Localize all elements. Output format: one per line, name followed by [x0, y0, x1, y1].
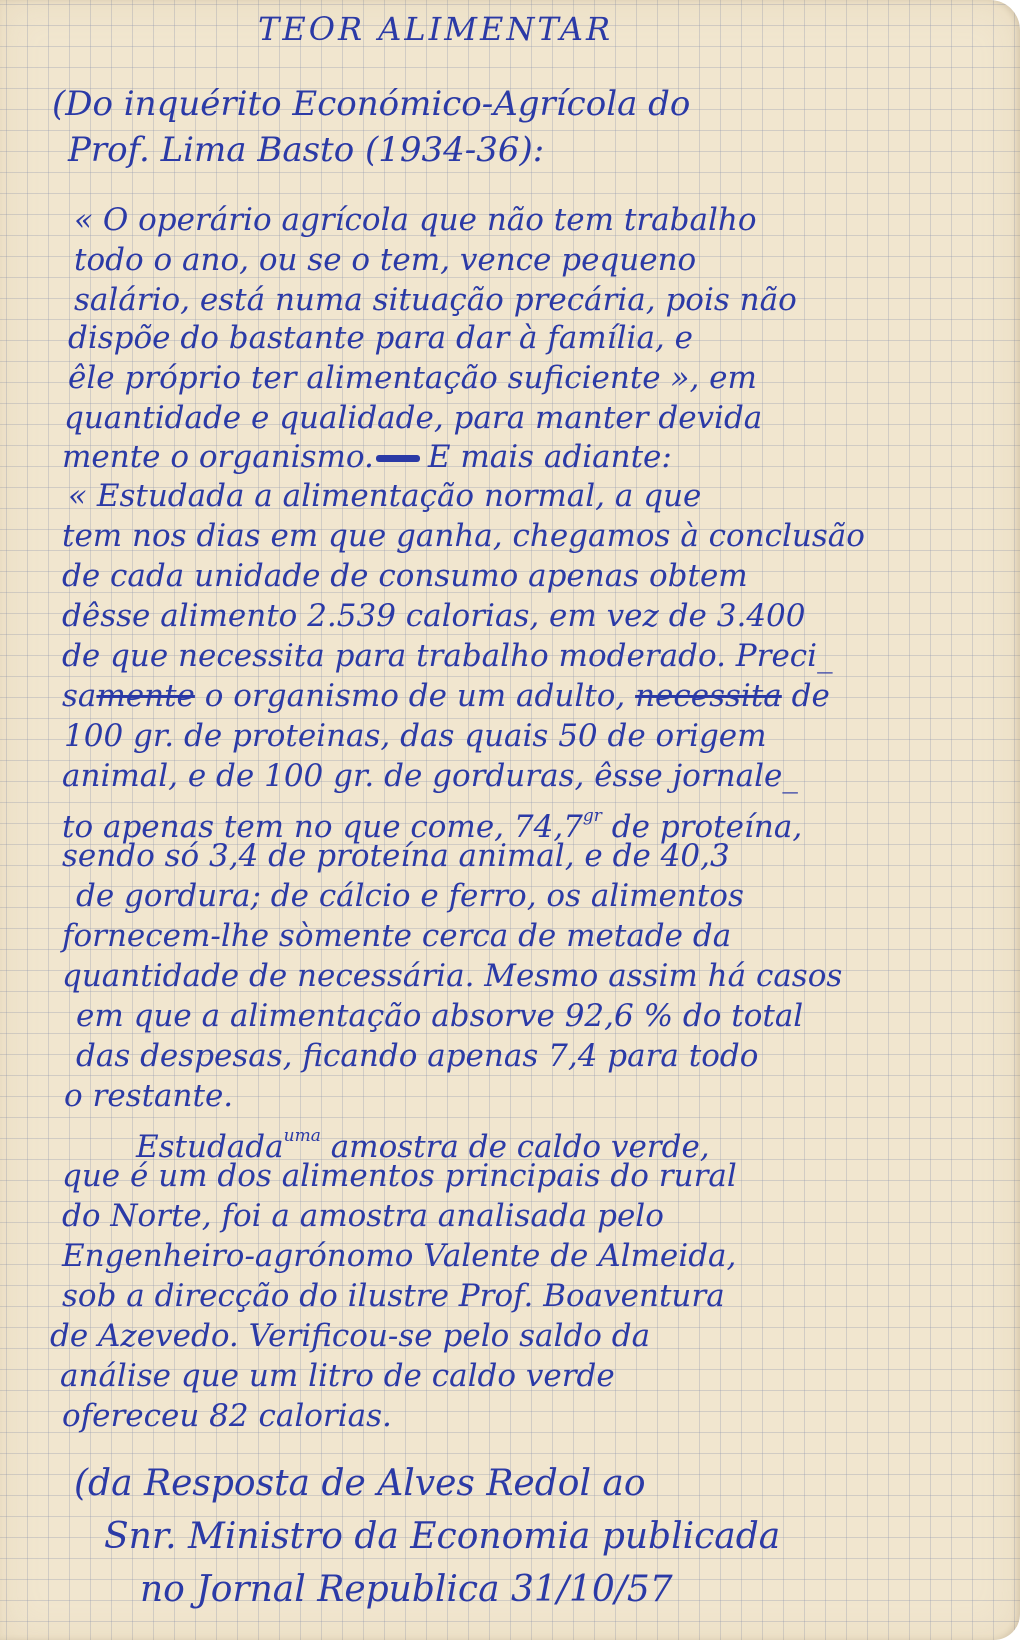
- quote-line-4: dispõe do bastante para dar à família, e: [68, 320, 693, 356]
- quote-line-15: animal, e de 100 gr. de gorduras, êsse jornale_: [62, 758, 798, 794]
- word-fragment: sa: [62, 678, 97, 714]
- quote-line-13: [62, 676, 830, 716]
- paragraph-2-line-8: ofereceu 82 calorias.: [62, 1398, 392, 1434]
- paragraph-2-line-7: análise que um litro de caldo verde: [60, 1358, 615, 1394]
- quote-line-8: « Estudada a alimentação normal, a que: [68, 478, 702, 514]
- paragraph-2-start: Estudada: [136, 1129, 284, 1165]
- quote-line-17: sendo só 3,4 de proteína animal, e de 40,3: [62, 838, 730, 874]
- quote-line-7-end: E mais adiante:: [427, 439, 672, 475]
- quote-line-13-end: de: [791, 678, 830, 714]
- paragraph-2-line-6: de Azevedo. Verificou-se pelo saldo da: [50, 1318, 651, 1354]
- paragraph-2-line-4: Engenheiro-agrónomo Valente de Almeida,: [62, 1238, 737, 1274]
- quote-line-18: de gordura; de cálcio e ferro, os alimentos: [76, 878, 744, 914]
- footer-line-3: no Jornal Republica 31/10/57: [140, 1569, 673, 1610]
- quote-line-11: dêsse alimento 2.539 calorias, em vez de 3.400: [62, 598, 806, 634]
- page-title: TEOR ALIMENTAR: [258, 10, 614, 48]
- quote-line-22: das despesas, ficando apenas 7,4 para todo: [76, 1038, 759, 1074]
- footer-line-2: Snr. Ministro da Economia publicada: [104, 1516, 781, 1557]
- quote-line-19: fornecem-lhe sòmente cerca de metade da: [62, 918, 732, 954]
- quote-line-1: « O operário agrícola que não tem trabalho: [74, 202, 757, 238]
- quote-line-16-start: to apenas tem no que come, 74,7: [62, 809, 583, 845]
- footer-line-1: (da Resposta de Alves Redol ao: [74, 1463, 646, 1504]
- superscript-gr: gr: [582, 806, 602, 826]
- quote-line-20: quantidade de necessária. Mesmo assim há casos: [62, 958, 843, 994]
- quote-line-9: tem nos dias em que ganha, chegamos à conclusão: [62, 518, 865, 554]
- inserted-word: uma: [283, 1126, 321, 1146]
- source-line-1: (Do inquérito Económico-Agrícola do: [52, 84, 691, 124]
- paragraph-2-end: amostra de caldo verde,: [330, 1129, 710, 1165]
- quote-line-16-end: de proteína,: [611, 809, 803, 845]
- ink-dash: [376, 455, 420, 462]
- quote-line-23: o restante.: [64, 1078, 234, 1114]
- paragraph-2-line-3: do Norte, foi a amostra analisada pelo: [62, 1198, 664, 1234]
- quote-line-7-start: mente o organismo.: [62, 439, 374, 475]
- quote-line-5: êle próprio ter alimentação suficiente », em: [68, 360, 757, 396]
- quote-line-6: quantidade e qualidade, para manter devida: [64, 400, 763, 436]
- paragraph-2-line-2: que é um dos alimentos principais do rural: [62, 1158, 737, 1194]
- quote-line-21: em que a alimentação absorve 92,6 % do total: [76, 998, 804, 1034]
- quote-line-7: [62, 437, 672, 477]
- quote-line-14: 100 gr. de proteinas, das quais 50 de origem: [64, 718, 767, 754]
- quote-line-13-mid: o organismo de um adulto,: [204, 678, 626, 714]
- quote-line-3: salário, está numa situação precária, pois não: [74, 282, 797, 318]
- struck-word: mente: [96, 678, 195, 714]
- quote-line-10: de cada unidade de consumo apenas obtem: [62, 558, 748, 594]
- quote-line-2: todo o ano, ou se o tem, vence pequeno: [74, 242, 697, 278]
- source-line-2: Prof. Lima Basto (1934-36):: [68, 130, 545, 170]
- struck-word-2: necessita: [635, 678, 782, 714]
- quote-line-12: de que necessita para trabalho moderado. Preci_: [62, 638, 833, 674]
- paragraph-2-line-5: sob a direcção do ilustre Prof. Boaventura: [62, 1278, 725, 1314]
